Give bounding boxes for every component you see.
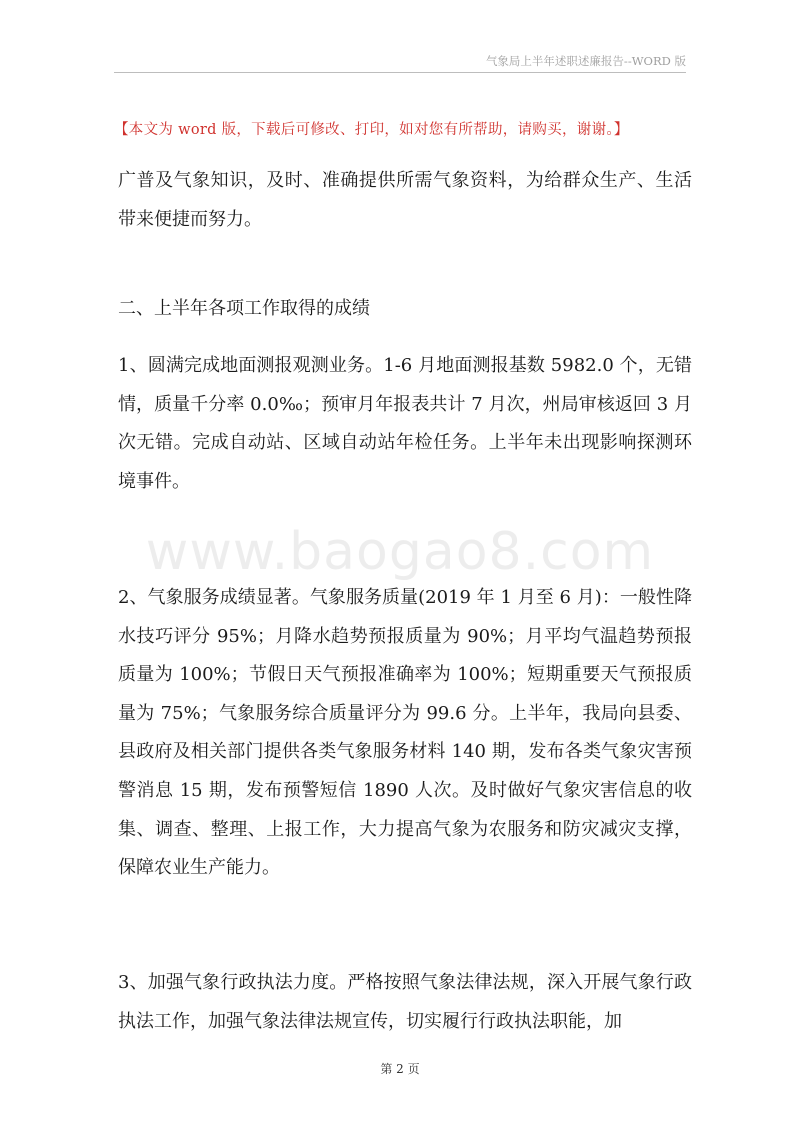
page-number: 第 2 页 [380, 1062, 420, 1076]
paragraph-item-1: 1、圆满完成地面测报观测业务。1-6 月地面测报基数 5982.0 个，无错情，质量千分率 0.0‰；预审月年报表共计 7 月次，州局审核返回 3 月次无错。完成自动站、区域自动站年检任务。上半年未出现影响探测环境事件。 [118, 355, 692, 492]
paragraph-continuation: 广普及气象知识，及时、准确提供所需气象资料，为给群众生产、生活带来便捷而努力。 [118, 170, 692, 230]
page-header [114, 52, 686, 73]
paragraph-item-2: 2、气象服务成绩显著。气象服务质量(2019 年 1 月至 6 月)：一般性降水技巧评分 95%；月降水趋势预报质量为 90%；月平均气温趋势预报质量为 100%；节假日天气预报准确率为 100%；短期重要天气预报质量为 75%；气象服务综合质量评分为 99.6 分。上半年，我局向县委、县政府及相关部门提供各类气象服务材料 140 期，发布各类气象灾害预警消息 15 期，发布预警短信 1890 人次。及时做好气象灾害信息的收集、调查、整理、上报工作，大力提高气象为农服务和防灾减灾支撑，保障农业生产能力。 [118, 587, 692, 879]
watermark: www.baogao8.com [145, 522, 655, 582]
page-footer [0, 1060, 800, 1077]
header-title: 气象局上半年述职述廉报告--WORD 版 [485, 54, 686, 68]
download-notice: 【本文为 word 版，下载后可修改、打印，如对您有所帮助，请购买，谢谢。】 [114, 122, 629, 138]
section-heading: 二、上半年各项工作取得的成绩 [118, 298, 370, 319]
paragraph-item-3: 3、加强气象行政执法力度。严格按照气象法律法规，深入开展气象行政执法工作，加强气象法律法规宣传，切实履行行政执法职能，加 [118, 972, 692, 1032]
